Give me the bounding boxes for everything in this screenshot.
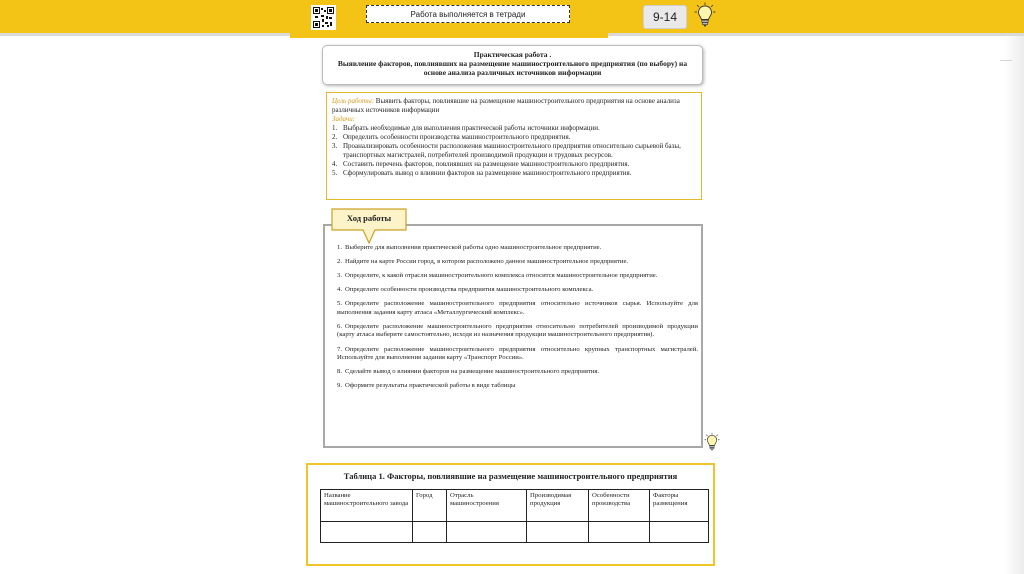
task-item: 4. Составить перечень факторов, повлиявших на размещение машиностроительного предприятия.	[332, 160, 630, 168]
goal-paragraph	[332, 97, 697, 115]
column-header: Название машиностроительного завода	[321, 490, 413, 522]
step-item: 1. Выберите для выполнения практической работы одно машиностроительное предприятие.	[337, 244, 602, 251]
title-box	[322, 45, 703, 85]
factors-table	[320, 489, 709, 543]
column-header: Отрасль машиностроения	[447, 490, 527, 522]
task-item: 2. Определить особенности производства машиностроительного предприятия.	[332, 133, 571, 141]
table-row	[321, 522, 709, 543]
table-cell[interactable]	[527, 522, 589, 543]
step-item: 5. Определите расположение машиностроительного предприятия относительно источников сырья. Используйте для выполнения задания карту атласа «Металлургический комплекс».	[337, 300, 698, 316]
qr-code-icon	[311, 5, 336, 30]
page-number-badge	[643, 5, 687, 29]
step-item: 3. Определите, к какой отрасли машиностроительного комплекса относится машиностроительное предприятие.	[337, 272, 658, 280]
step-item: 6. Определите расположение машиностроительного предприятия относительно потребителей производимой продукции (карту атласа выберите самостоятельно, исходя из назначения продукции машиностроительного предприятия).	[337, 322, 698, 339]
page-number-text: 9-14	[652, 10, 678, 24]
lightbulb-icon	[694, 2, 716, 28]
table-box	[306, 463, 715, 566]
title-line-2: Выявление факторов, повлиявших на размещение машиностроительного предприятия (по выбору) на основе анализа различных источников информации	[337, 59, 688, 77]
notebook-note	[366, 5, 570, 23]
column-header: Производимая продукция	[527, 490, 589, 522]
table-cell[interactable]	[589, 522, 650, 543]
grey-band-left	[0, 33, 290, 36]
table-cell[interactable]	[321, 522, 413, 543]
task-item: 3. Проанализировать особенности расположения машиностроительного предприятия относительно сырьевой базы, транспортных магистралей, потребителей производимой продукции и трудовых ресурсов.	[332, 142, 681, 159]
step-item: 9. Оформите результаты практической работы в виде таблицы	[337, 382, 516, 390]
step-item: 2. Найдите на карте России город, в котором расположено данное машиностроительное предприятие.	[337, 258, 629, 266]
lightbulb-icon	[704, 432, 720, 452]
table-header-row	[321, 490, 709, 522]
notebook-note-text: Работа выполняется в тетради	[410, 9, 526, 19]
table-cell[interactable]	[413, 522, 447, 543]
steps-heading: Ход работы	[346, 213, 392, 223]
step-item: 8. Сделайте вывод о влиянии факторов на размещение машиностроительного предприятия.	[337, 368, 600, 376]
steps-list	[337, 244, 698, 396]
column-header: Город	[413, 490, 447, 522]
goal-text: Выявить факторы, повлиявшие на размещение машиностроительного предприятия на основе анализа различных источников информации	[332, 97, 680, 114]
grey-band-right	[608, 33, 1024, 36]
step-item: 7. Определите расположение машиностроительного предприятия относительно крупных транспортных магистралей. Используйте для выполнения задания карту «Транспорт России».	[337, 345, 698, 362]
title-line-1: Практическая работа .	[473, 50, 552, 59]
task-item: 1. Выбрать необходимые для выполнения практической работы источники информации.	[332, 124, 600, 132]
right-edge-shade	[1004, 36, 1024, 574]
tasks-label: Задачи:	[332, 115, 356, 123]
goal-label: Цель работы:	[332, 97, 375, 105]
goal-box	[326, 92, 702, 200]
right-edge-line	[1000, 60, 1012, 61]
table-cell[interactable]	[650, 522, 709, 543]
tasks-list	[332, 124, 697, 178]
table-title: Таблица 1. Факторы, повлиявшие на размещение машиностроительного предприятия	[343, 471, 678, 481]
column-header: Особенности производства	[589, 490, 650, 522]
step-item: 4. Определите особенности производства предприятия машиностроительного комплекса.	[337, 286, 594, 294]
task-item: 5. Сформулировать вывод о влиянии факторов на размещение машиностроительного предприятия.	[332, 169, 632, 177]
steps-box	[323, 224, 703, 448]
column-header: Факторы размещения	[650, 490, 709, 522]
table-cell[interactable]	[447, 522, 527, 543]
